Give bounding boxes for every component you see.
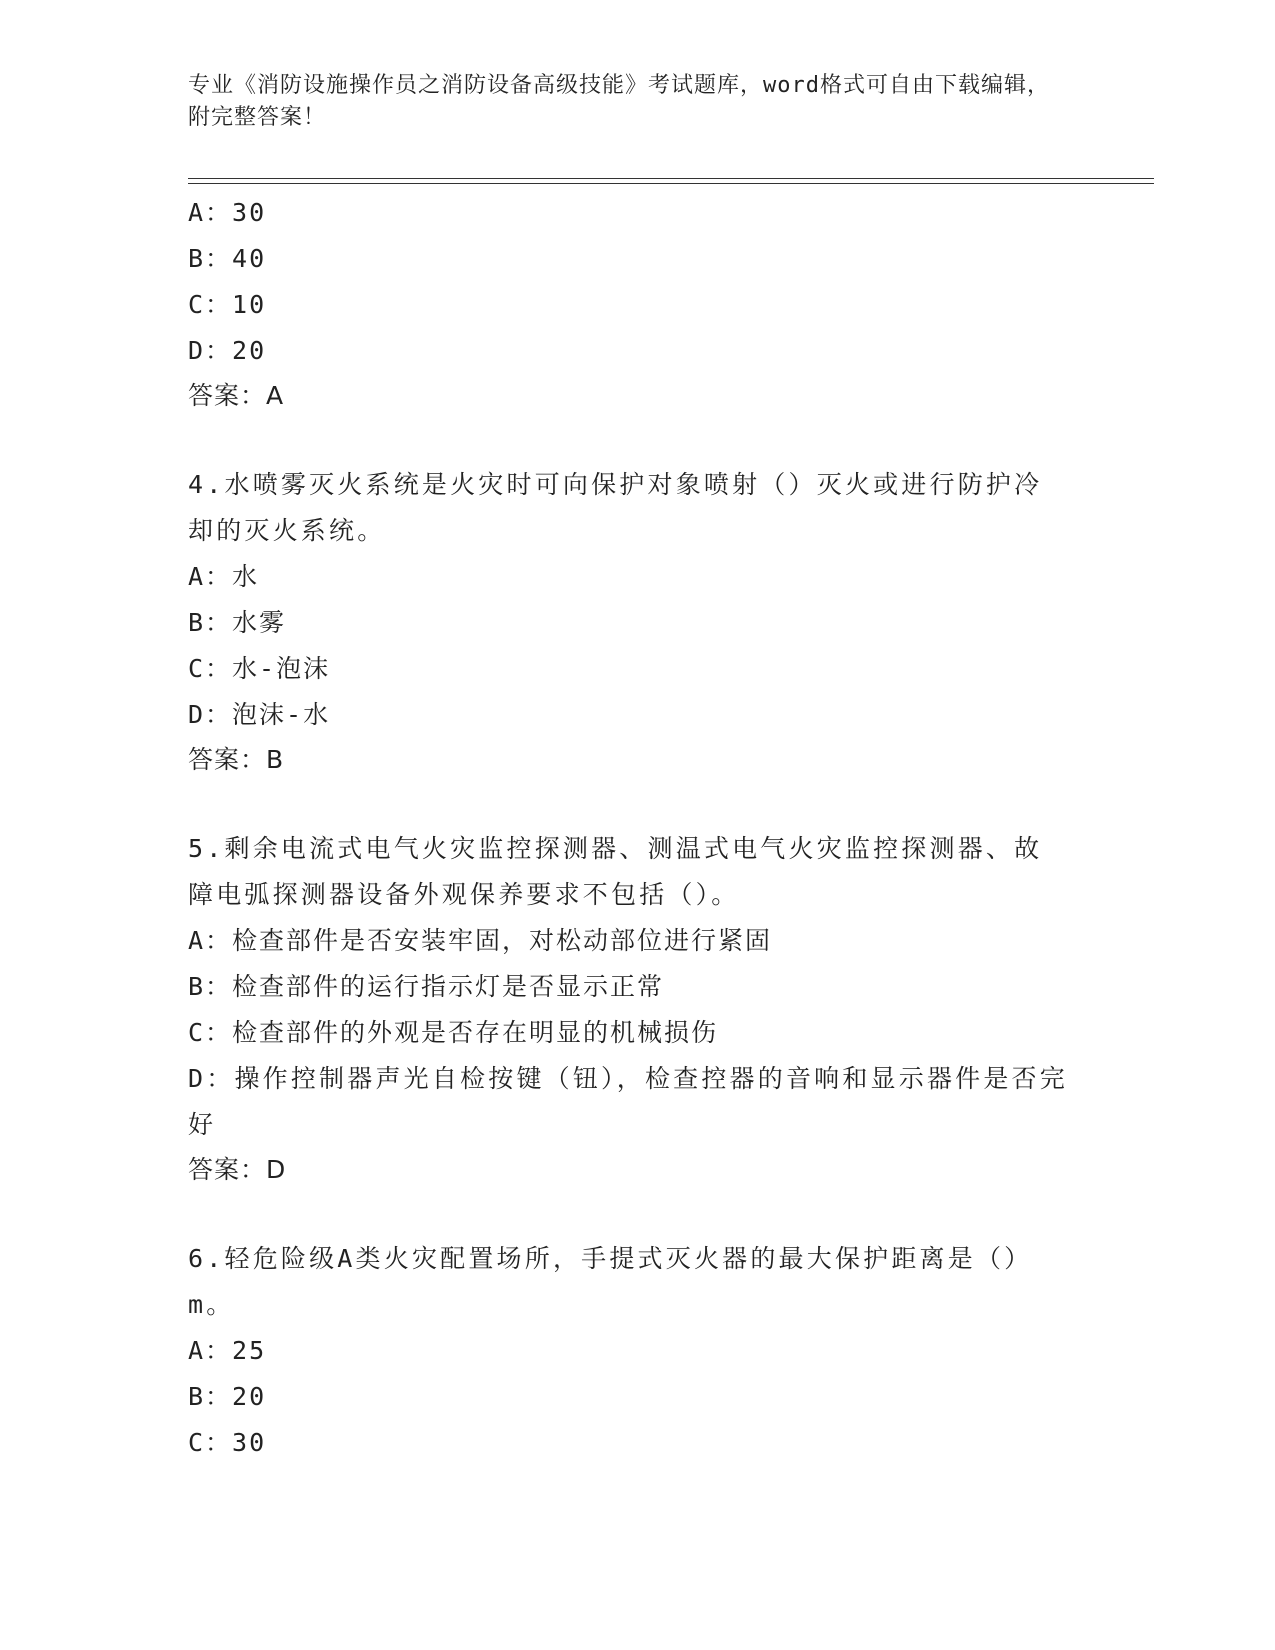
header-divider-top: [188, 178, 1154, 179]
answer-line: 答案：A: [188, 381, 285, 410]
option-a: A：25: [188, 1336, 267, 1365]
spacer: [188, 782, 1088, 826]
question-4: [188, 462, 1088, 782]
option-c: C：10: [188, 290, 267, 319]
question-stem: 6.轻危险级A类火灾配置场所，手提式灭火器的最大保护距离是（）m。: [188, 1244, 1033, 1319]
option-d: D：泡沫-水: [188, 700, 331, 729]
answer-line: 答案：B: [188, 745, 285, 774]
question-5: [188, 826, 1088, 1192]
option-a: A：30: [188, 198, 267, 227]
spacer: [188, 418, 1088, 462]
question-6: [188, 1236, 1088, 1466]
spacer: [188, 1192, 1088, 1236]
question-stem: 5.剩余电流式电气火灾监控探测器、测温式电气火灾监控探测器、故障电弧探测器设备外观保养要求不包括（）。: [188, 834, 1043, 909]
question-3: [188, 190, 1088, 418]
question-list: [188, 190, 1088, 1466]
option-a: A：水: [188, 562, 260, 591]
option-b: B：水雾: [188, 608, 287, 637]
option-d: D：操作控制器声光自检按键（钮），检查控器的音响和显示器件是否完好: [188, 1064, 1068, 1139]
header-divider-bottom: [188, 183, 1154, 184]
option-b: B：20: [188, 1382, 267, 1411]
document-header: 专业《消防设施操作员之消防设备高级技能》考试题库，word格式可自由下载编辑，附完整答案！: [188, 73, 1050, 130]
option-b: B：检查部件的运行指示灯是否显示正常: [188, 972, 665, 1001]
option-a: A：检查部件是否安装牢固，对松动部位进行紧固: [188, 926, 773, 955]
option-c: C：水-泡沫: [188, 654, 331, 683]
option-d: D：20: [188, 336, 267, 365]
option-c: C：检查部件的外观是否存在明显的机械损伤: [188, 1018, 719, 1047]
option-c: C：30: [188, 1428, 267, 1457]
option-b: B：40: [188, 244, 267, 273]
answer-line: 答案：D: [188, 1155, 287, 1184]
question-stem: 4.水喷雾灭火系统是火灾时可向保护对象喷射（）灭火或进行防护冷却的灭火系统。: [188, 470, 1043, 545]
